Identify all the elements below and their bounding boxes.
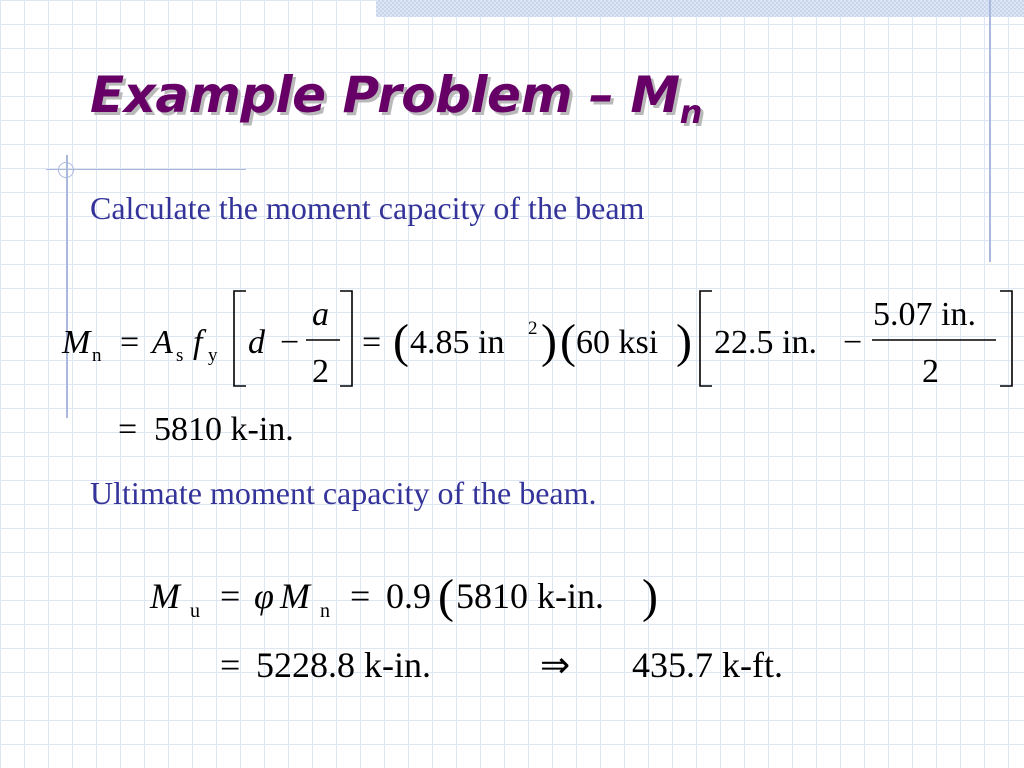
right-paren: ) bbox=[541, 315, 557, 368]
reduction-factor: 0.9 bbox=[386, 576, 431, 616]
minus-sign: − bbox=[843, 324, 863, 361]
ultimate-moment-result bbox=[220, 645, 783, 685]
converted-moment-value: 435.7 k-ft. bbox=[632, 645, 783, 685]
depth-value: 22.5 in. bbox=[714, 324, 817, 361]
as-subscript: s bbox=[176, 345, 184, 366]
fraction-denominator: 2 bbox=[312, 353, 329, 390]
minus-sign: − bbox=[280, 324, 300, 361]
nominal-moment-equation bbox=[61, 291, 1012, 390]
title-subscript: n bbox=[679, 93, 702, 132]
yield-strength-value: 60 ksi bbox=[576, 324, 659, 361]
left-paren: ( bbox=[438, 570, 454, 623]
equals-sign: = bbox=[220, 576, 241, 616]
equals-sign: = bbox=[362, 324, 382, 361]
ultimate-moment-text: Ultimate moment capacity of the beam. bbox=[90, 475, 597, 511]
mu-subscript: u bbox=[190, 600, 200, 622]
mn-subscript: n bbox=[92, 345, 102, 366]
left-bracket bbox=[234, 291, 246, 386]
mn-symbol: M bbox=[280, 576, 310, 616]
steel-area-value: 4.85 in bbox=[410, 324, 505, 361]
instruction-text: Calculate the moment capacity of the beam bbox=[90, 190, 645, 226]
equals-sign: = bbox=[220, 645, 241, 685]
fy-symbol: f bbox=[193, 324, 203, 361]
phi-symbol: φ bbox=[254, 576, 274, 616]
mn-subscript: n bbox=[320, 600, 330, 622]
nominal-moment-result bbox=[118, 411, 294, 448]
left-paren: ( bbox=[393, 315, 409, 368]
right-paren: ) bbox=[676, 315, 692, 368]
nominal-moment-value: 5810 k-in. bbox=[154, 411, 294, 448]
title-text: Example Problem – M bbox=[90, 66, 680, 124]
fraction-denominator: 2 bbox=[922, 353, 939, 390]
right-paren: ) bbox=[642, 570, 658, 623]
mn-symbol: M bbox=[62, 324, 91, 361]
left-bracket bbox=[700, 291, 712, 386]
right-bracket bbox=[1000, 291, 1012, 386]
area-exponent: 2 bbox=[528, 318, 538, 339]
right-bracket bbox=[340, 291, 352, 386]
a-numerator: a bbox=[312, 296, 329, 333]
ultimate-moment-equation bbox=[149, 570, 658, 623]
left-paren: ( bbox=[560, 315, 576, 368]
equals-sign: = bbox=[118, 411, 138, 448]
implies-arrow: ⇒ bbox=[540, 645, 571, 685]
as-symbol: A bbox=[152, 324, 173, 361]
equals-sign: = bbox=[350, 576, 371, 616]
nominal-moment-value: 5810 k-in. bbox=[456, 576, 604, 616]
mu-symbol: M bbox=[150, 576, 180, 616]
ultimate-moment-value: 5228.8 k-in. bbox=[256, 645, 431, 685]
fy-subscript: y bbox=[208, 345, 218, 366]
d-symbol: d bbox=[248, 324, 265, 361]
equals-sign: = bbox=[120, 324, 140, 361]
depth-block-numerator: 5.07 in. bbox=[873, 296, 976, 333]
